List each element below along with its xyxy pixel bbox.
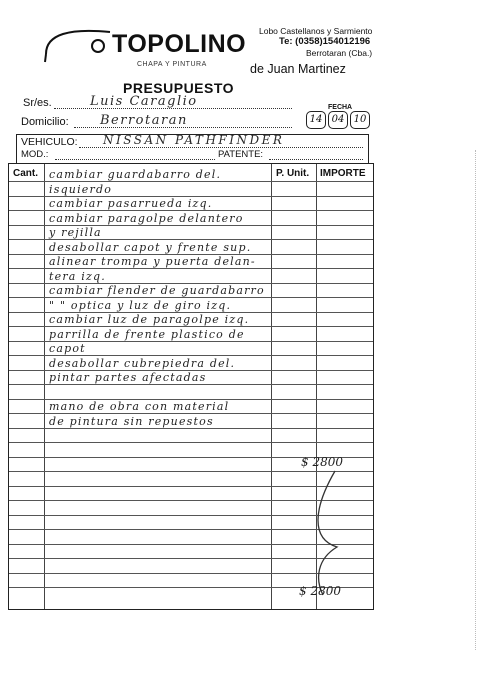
list-item: cambiar flender de guardabarro	[49, 284, 265, 297]
items-table	[8, 163, 374, 610]
table-row-line	[9, 442, 373, 443]
list-item: isquierdo	[49, 182, 113, 196]
brand-subtitle: CHAPA Y PINTURA	[137, 61, 207, 68]
list-item: pintar partes afectadas	[49, 371, 207, 384]
client-address-value: Berrotaran	[100, 113, 188, 128]
vehicle-line	[79, 147, 363, 148]
date-day: 14	[306, 111, 326, 129]
business-address: Lobo Castellanos y Sarmiento	[259, 26, 373, 36]
date-year: 10	[350, 111, 370, 129]
date-month: 04	[328, 111, 348, 129]
plate-label: PATENTE:	[218, 149, 264, 160]
date-label: FECHA	[328, 104, 353, 111]
page-edge-mark	[475, 150, 476, 650]
list-item: alinear trompa y puerta delan-	[49, 255, 256, 268]
list-item: y rejilla	[49, 226, 102, 239]
unit-price-header: P. Unit.	[276, 168, 310, 179]
amount-header: IMPORTE	[320, 168, 366, 179]
list-item: de pintura sin repuestos	[49, 414, 214, 428]
list-item: capot	[49, 342, 86, 355]
list-item: desabollar cubrepiedra del.	[49, 356, 236, 370]
client-address-label: Domicilio:	[21, 116, 69, 128]
list-item: tera izq.	[49, 269, 106, 283]
document-title: PRESUPUESTO	[123, 80, 235, 96]
client-name-value: Luis Caraglio	[90, 94, 198, 109]
plate-line	[269, 159, 363, 160]
business-owner: de Juan Martinez	[250, 62, 346, 76]
qty-header: Cant.	[13, 168, 38, 179]
topolino-swoosh-logo	[40, 24, 112, 64]
list-item: parrilla de frente plastico de	[49, 327, 245, 341]
business-city: Berrotaran (Cba.)	[306, 48, 373, 58]
list-item: desabollar capot y frente sup.	[49, 240, 252, 254]
subtotal-amount: $ 2800	[301, 455, 343, 469]
list-item: cambiar guardabarro del.	[49, 168, 222, 181]
qty-column-divider	[44, 164, 45, 609]
vehicle-box	[16, 134, 369, 164]
list-item: cambiar pasarrueda izq.	[49, 197, 213, 210]
list-item: cambiar paragolpe delantero	[49, 211, 244, 225]
unit-column-divider	[271, 164, 272, 609]
list-item: " " optica y luz de giro izq.	[49, 298, 232, 312]
strike-through-mark	[309, 469, 343, 599]
vehicle-label: VEHICULO:	[21, 136, 78, 148]
list-item: cambiar luz de paragolpe izq.	[49, 313, 250, 326]
business-phone: Te: (0358)154012196	[279, 36, 371, 47]
vehicle-value: NISSAN PATHFINDER	[103, 133, 285, 147]
list-item: mano de obra con material	[49, 400, 230, 413]
model-label: MOD.:	[21, 149, 49, 160]
model-line	[55, 159, 215, 160]
client-name-label: Sr/es.	[23, 97, 52, 109]
total-amount: $ 2800	[299, 584, 341, 598]
brand-name: TOPOLINO	[112, 30, 247, 58]
